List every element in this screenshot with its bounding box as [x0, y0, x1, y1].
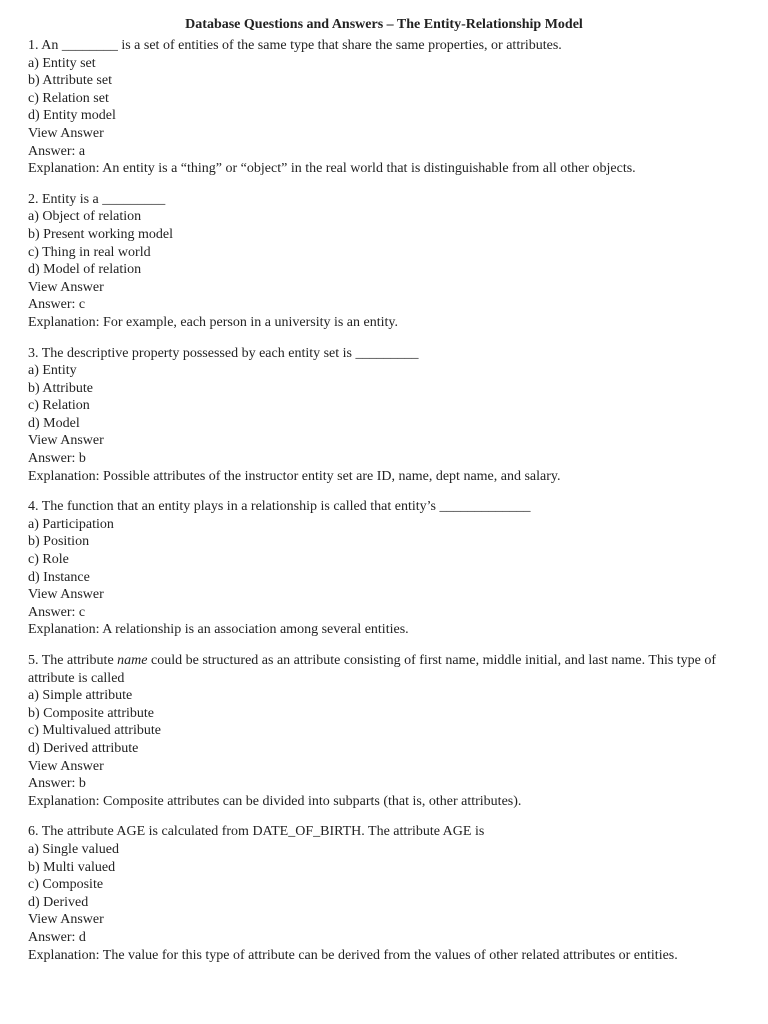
- view-answer-link[interactable]: View Answer: [28, 125, 104, 141]
- explanation-text: Explanation: Possible attributes of the instructor entity set are ID, name, dept name, and salary.: [28, 468, 561, 484]
- view-answer-link[interactable]: View Answer: [28, 912, 104, 928]
- explanation-text: Explanation: For example, each person in a university is an entity.: [28, 314, 398, 330]
- option-c: c) Relation set: [28, 90, 109, 106]
- question-text: [28, 652, 740, 687]
- option-a: a) Entity set: [28, 55, 96, 71]
- question-prefix: 5. The attribute: [28, 653, 118, 668]
- explanation-text: Explanation: Composite attributes can be divided into subparts (that is, other attributes).: [28, 793, 522, 809]
- option-d: d) Instance: [28, 569, 90, 585]
- question-text: 4. The function that an entity plays in a relationship is called that entity’s _____________: [28, 499, 531, 515]
- question-text: 6. The attribute AGE is calculated from DATE_OF_BIRTH. The attribute AGE is: [28, 824, 485, 840]
- question-block: [28, 345, 740, 486]
- document-title: Database Questions and Answers – The Entity-Relationship Model: [185, 17, 583, 32]
- option-c: c) Composite: [28, 877, 104, 893]
- option-d: d) Derived: [28, 894, 89, 910]
- answer-text: Answer: c: [28, 604, 86, 620]
- option-d: d) Entity model: [28, 108, 116, 124]
- option-a: a) Object of relation: [28, 209, 142, 225]
- question-text: 3. The descriptive property possessed by each entity set is _________: [28, 345, 419, 361]
- view-answer-link[interactable]: View Answer: [28, 758, 104, 774]
- question-suffix: could be structured as an attribute consisting of first name, middle initial, and last name. This type of attribute is called: [28, 653, 717, 686]
- option-d: d) Model: [28, 415, 80, 431]
- answer-text: Answer: b: [28, 451, 86, 467]
- view-answer-link[interactable]: View Answer: [28, 279, 104, 295]
- question-text: 2. Entity is a _________: [28, 191, 166, 207]
- option-b: b) Present working model: [28, 226, 174, 242]
- option-c: c) Thing in real world: [28, 244, 151, 260]
- explanation-text: Explanation: An entity is a “thing” or “object” in the real world that is distinguishable from all other objects.: [28, 161, 636, 177]
- question-block: [28, 191, 740, 332]
- option-a: a) Entity: [28, 363, 77, 379]
- answer-text: Answer: a: [28, 143, 86, 159]
- option-c: c) Relation: [28, 398, 90, 414]
- answer-text: Answer: c: [28, 297, 86, 313]
- answer-text: Answer: d: [28, 929, 86, 945]
- question-block: [28, 823, 740, 964]
- option-a: a) Simple attribute: [28, 688, 133, 704]
- explanation-text: Explanation: A relationship is an association among several entities.: [28, 622, 409, 638]
- view-answer-link[interactable]: View Answer: [28, 433, 104, 449]
- option-b: b) Multi valued: [28, 859, 116, 875]
- view-answer-link[interactable]: View Answer: [28, 587, 104, 603]
- option-c: c) Multivalued attribute: [28, 723, 161, 739]
- question-emphasis: name: [117, 653, 148, 668]
- question-block: [28, 652, 740, 810]
- option-b: b) Position: [28, 534, 90, 550]
- option-d: d) Derived attribute: [28, 740, 139, 756]
- option-d: d) Model of relation: [28, 262, 142, 278]
- question-block: [28, 498, 740, 639]
- option-b: b) Composite attribute: [28, 705, 154, 721]
- option-b: b) Attribute set: [28, 73, 112, 89]
- question-text: 1. An ________ is a set of entities of the same type that share the same properties, or attributes.: [28, 38, 562, 53]
- option-a: a) Participation: [28, 516, 114, 532]
- question-block: [28, 37, 740, 178]
- explanation-text: Explanation: The value for this type of attribute can be derived from the values of other related attributes or entities.: [28, 947, 678, 963]
- option-b: b) Attribute: [28, 380, 93, 396]
- option-c: c) Role: [28, 552, 69, 568]
- answer-text: Answer: b: [28, 776, 86, 792]
- option-a: a) Single valued: [28, 841, 119, 857]
